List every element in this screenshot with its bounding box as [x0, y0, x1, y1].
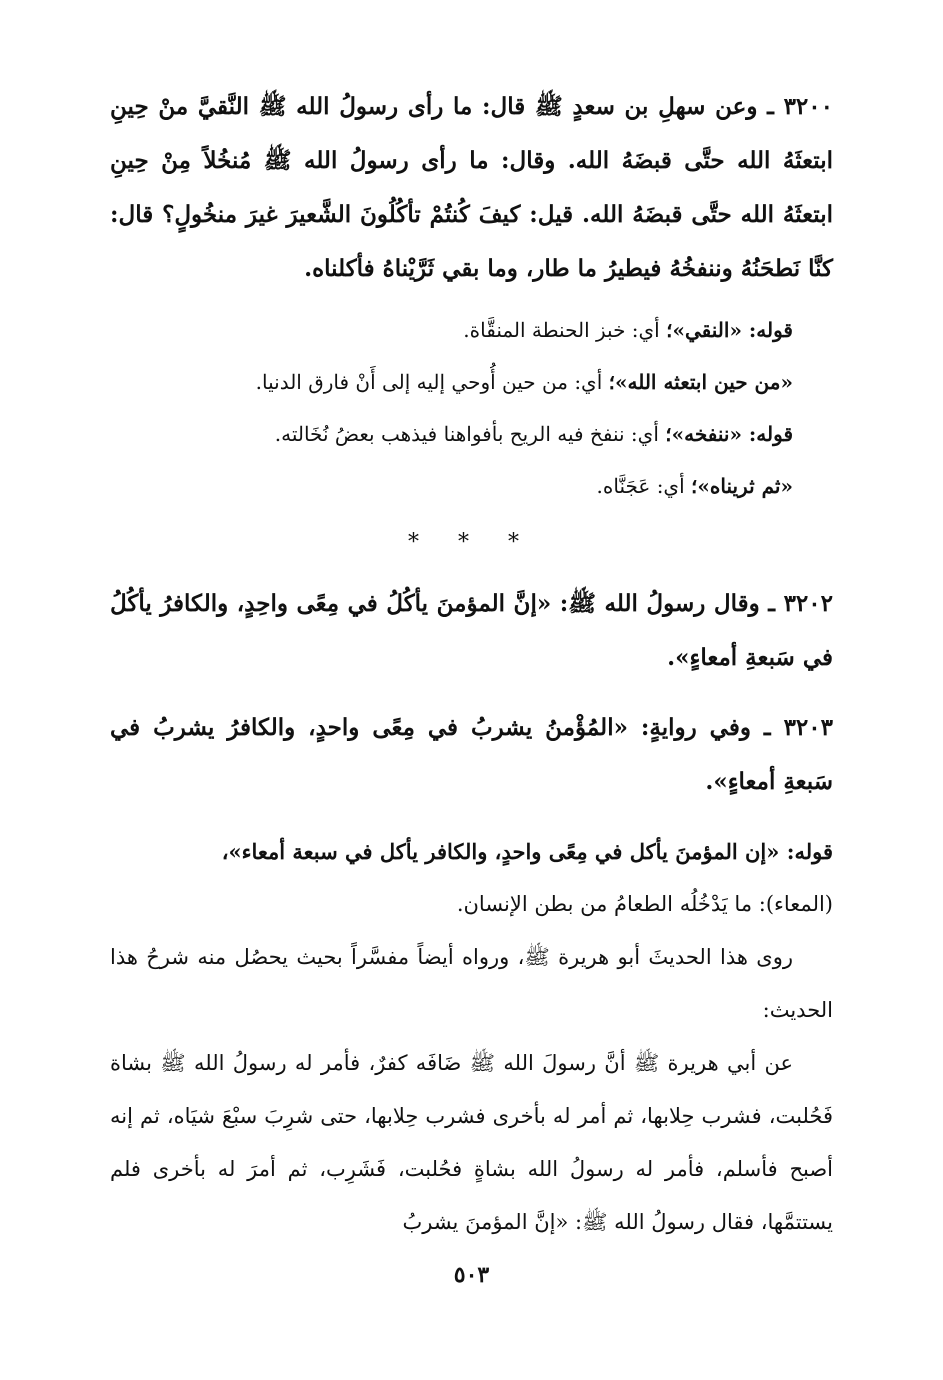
commentary-paragraph: عن أبي هريرة ﷺ أنَّ رسولَ الله ﷺ ضَافَه كفرٌ، فأمر له رسولُ الله ﷺ بشاة فَحُلبت، فشرب حِلابها، ثم أمر له بأخرى فشرب حِلابها، حتى شرِبَ سبْعَ شيَاه، ثم إنه أصبح فأسلم، فأمر له رسولُ الله بشاةٍ فحُلبت، فَشَرِب، ثم أمرَ له بأخرى فلم يستتمَّها، فقال رسولُ الله ﷺ: «إنَّ المؤمنَ يشربُ: [110, 1051, 833, 1234]
note-line: [110, 304, 793, 356]
hadith-3203: ٣٢٠٣ ـ وفي روايةٍ: «المُؤْمنُ يشربُ في مِعًى واحدٍ، والكافرُ يشربُ في سَبعةِ أمعاءٍ».: [110, 714, 833, 795]
page-number: ٥٠٣: [453, 1262, 490, 1288]
note-term: «ثم ثريناه»؛: [691, 474, 793, 498]
commentary-paragraph: روى هذا الحديثَ أبو هريرة ﷺ، ورواه أيضاً مفسَّراً بحيث يحصُل منه شرحُ هذا الحديث:: [110, 945, 833, 1022]
hadith-3200: ٣٢٠٠ ـ وعن سهلِ بن سعدٍ ﷺ قال: ما رأى رسولُ الله ﷺ النَّقيَّ منْ حِينِ ابتعثَهُ الله حتَّى قبضَهُ الله. وقال: ما رأى رسولُ الله ﷺ مُنخُلاً مِنْ حِينِ ابتعثَهُ الله حتَّى قبضَهُ الله. قيل: كيفَ كُنتُمْ تأكُلُونَ الشَّعيرَ غيرَ منخُولٍ؟ قال: كنَّا نَطحَنُهُ وننفخُهُ فيطيرُ ما طار، وما بقي ثَرَّيْناهُ فأكلناه.: [110, 93, 833, 282]
commentary: [110, 825, 833, 1249]
hadith-3202: ٣٢٠٢ ـ وقال رسولُ الله ﷺ: «إنَّ المؤمنَ يأكُلُ في مِعًى واحِدٍ، والكافرُ يأكُلُ في سَبعةِ أمعاءٍ».: [110, 590, 833, 671]
commentary-definition: (المعاء): ما يَدْخُلُه الطعامُ من بطن الإنسان.: [456, 892, 833, 916]
note-line: [110, 460, 793, 512]
note-explanation: أي: ننفخ فيه الريح بأفواهنا فيذهب بعضُ نُخَالته.: [274, 422, 659, 446]
hadith-3200-notes: [110, 304, 833, 512]
section-separator: * * *: [408, 530, 535, 555]
note-explanation: أي: من حين أُوحي إليه إلى أَنْ فارق الدنيا.: [255, 370, 603, 394]
note-line: [110, 356, 793, 408]
note-explanation: أي: خبز الحنطة المنقَّاة.: [463, 318, 660, 342]
page-body: [110, 80, 833, 1320]
commentary-lead: قوله: «إن المؤمنَ يأكل في مِعًى واحدٍ، والكافر يأكل في سبعة أمعاء»،: [221, 839, 833, 864]
note-term: قوله: «ننفخه»؛: [665, 422, 793, 446]
note-term: قوله: «النقي»؛: [666, 318, 793, 342]
note-term: «من حين ابتعثه الله»؛: [608, 370, 793, 394]
note-line: [110, 408, 793, 460]
note-explanation: أي: عَجَنَّاه.: [596, 474, 685, 498]
